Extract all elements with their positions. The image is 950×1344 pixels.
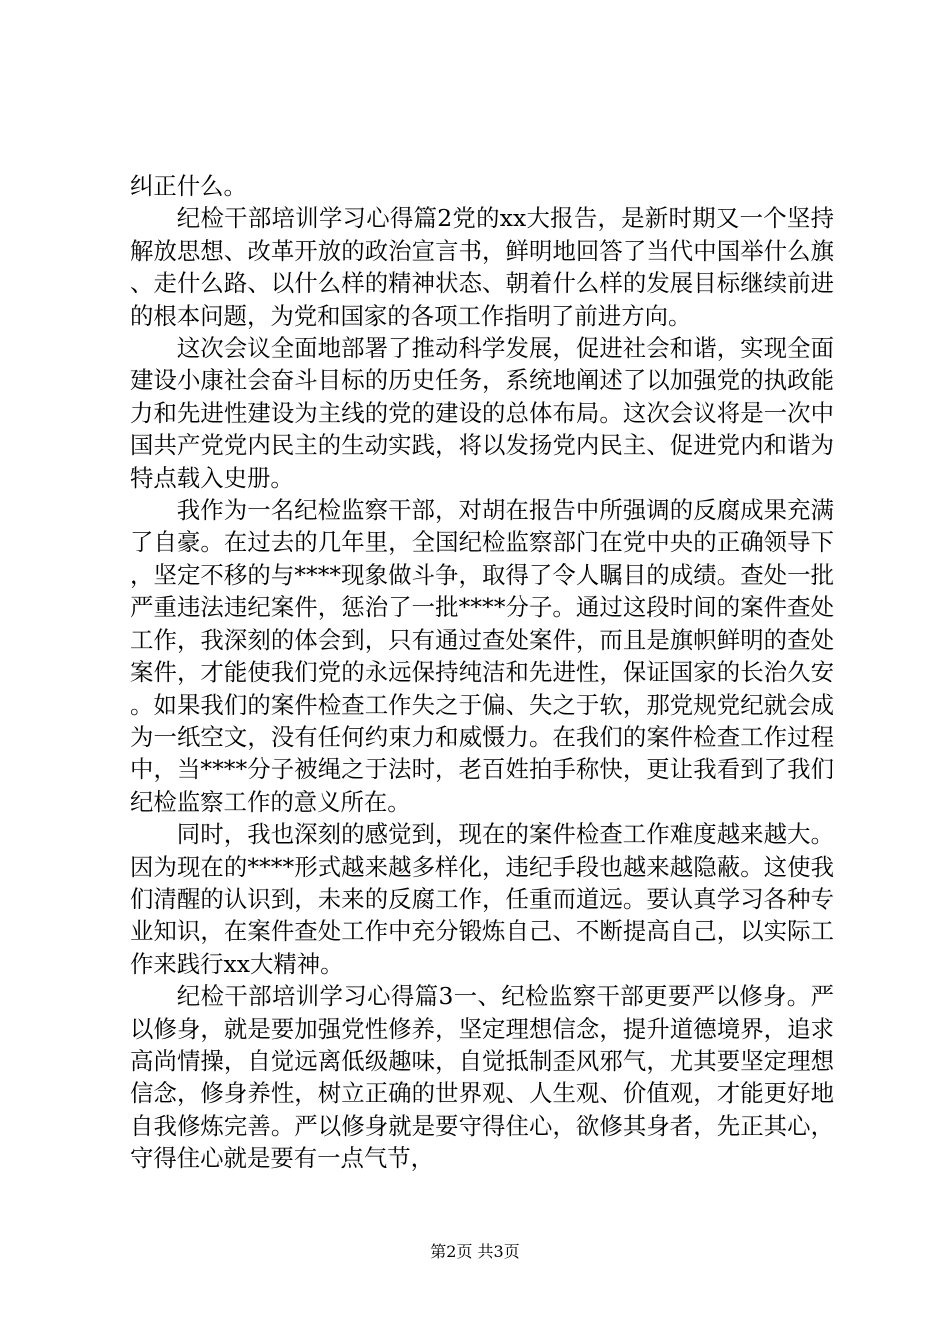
paragraph-3: 这次会议全面地部署了推动科学发展，促进社会和谐，实现全面建设小康社会奋斗目标的历史任务，系统地阐述了以加强党的执政能力和先进性建设为主线的党的建设的总体布局。这次会议将是一次中国共产党党内民主的生动实践，将以发扬党内民主、促进党内和谐为特点载入史册。: [130, 334, 834, 492]
paragraph-1: 纠正什么。: [130, 172, 247, 200]
paragraph-5: 同时，我也深刻的感觉到，现在的案件检查工作难度越来越大。因为现在的****形式越来越多样化，违纪手段也越来越隐蔽。这使我们清醒的认识到，未来的反腐工作，任重而道远。要认真学习各种专业知识，在案件查处工作中充分锻炼自己、不断提高自己，以实际工作来践行xx大精神。: [130, 820, 834, 978]
paragraph-6: 纪检干部培训学习心得篇3一、纪检监察干部更要严以修身。严以修身，就是要加强党性修养，坚定理想信念，提升道德境界，追求高尚情操，自觉远离低级趣味，自觉抵制歪风邪气，尤其要坚定理想信念，修身养性，树立正确的世界观、人生观、价值观，才能更好地自我修炼完善。严以修身就是要守得住心，欲修其身者，先正其心，守得住心就是要有一点气节，: [130, 982, 834, 1173]
document-body: [130, 170, 834, 1175]
paragraph-2: 纪检干部培训学习心得篇2党的xx大报告，是新时期又一个坚持解放思想、改革开放的政治宣言书，鲜明地回答了当代中国举什么旗、走什么路、以什么样的精神状态、朝着什么样的发展目标继续前进的根本问题，为党和国家的各项工作指明了前进方向。: [130, 204, 834, 330]
paragraph-4: 我作为一名纪检监察干部，对胡在报告中所强调的反腐成果充满了自豪。在过去的几年里，全国纪检监察部门在党中央的正确领导下，坚定不移的与****现象做斗争，取得了令人瞩目的成绩。查处一批严重违法违纪案件，惩治了一批****分子。通过这段时间的案件查处工作，我深刻的体会到，只有通过查处案件，而且是旗帜鲜明的查处案件，才能使我们党的永远保持纯洁和先进性，保证国家的长治久安。如果我们的案件检查工作失之于偏、失之于软，那党规党纪就会成为一纸空文，没有任何约束力和威慑力。在我们的案件检查工作过程中，当****分子被绳之于法时，老百姓拍手称快，更让我看到了我们纪检监察工作的意义所在。: [130, 496, 834, 816]
page-footer: 第2页 共3页: [430, 1242, 520, 1261]
